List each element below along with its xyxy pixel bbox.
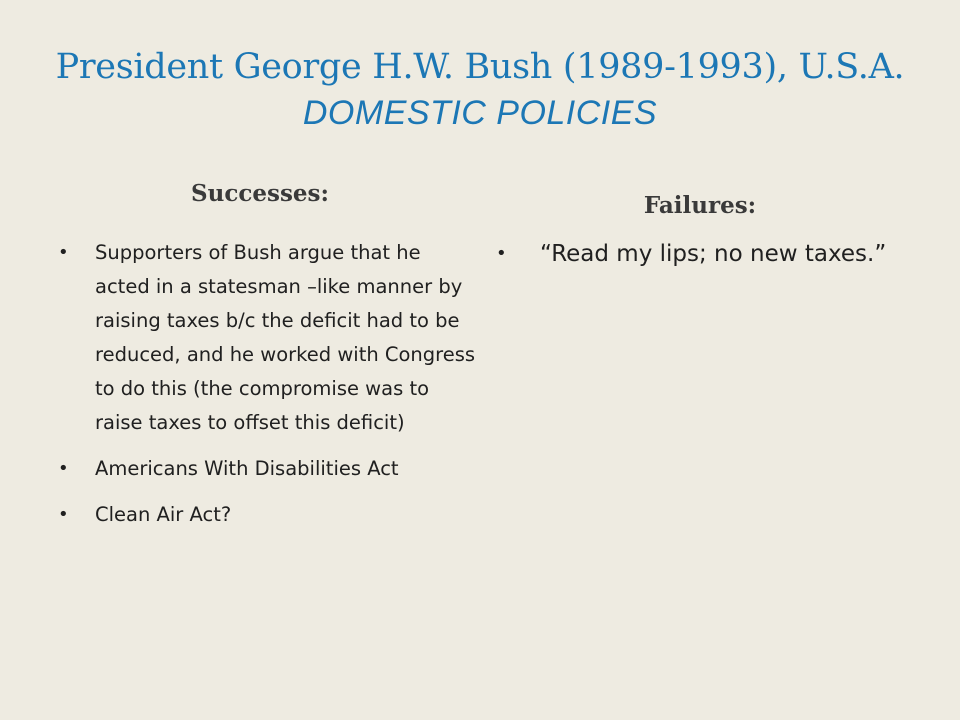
bullet-icon: • xyxy=(58,242,69,263)
list-item xyxy=(58,236,478,440)
bullet-icon: • xyxy=(496,243,507,264)
failures-item-text: “Read my lips; no new taxes.” xyxy=(540,241,887,267)
successes-item-text: Clean Air Act? xyxy=(95,503,232,526)
bullet-icon: • xyxy=(58,504,69,525)
successes-list xyxy=(58,236,478,544)
successes-item-text: Supporters of Bush argue that he acted in a statesman –like manner by raising taxes b/c the deficit had to be reduced, and he worked with Congress to do this (the compromise was to raise taxes to offset this deficit) xyxy=(95,241,476,434)
failures-heading: Failures: xyxy=(643,192,757,219)
list-item xyxy=(496,237,896,271)
failures-list xyxy=(496,237,896,283)
list-item xyxy=(58,452,478,486)
list-item xyxy=(58,498,478,532)
successes-heading: Successes: xyxy=(191,180,329,207)
title-main: President George H.W. Bush (1989-1993), U.S.A. xyxy=(55,47,905,87)
slide-title xyxy=(0,44,960,136)
title-subtitle: DOMESTIC POLICIES xyxy=(302,94,658,132)
bullet-icon: • xyxy=(58,458,69,479)
successes-item-text: Americans With Disabilities Act xyxy=(95,457,399,480)
